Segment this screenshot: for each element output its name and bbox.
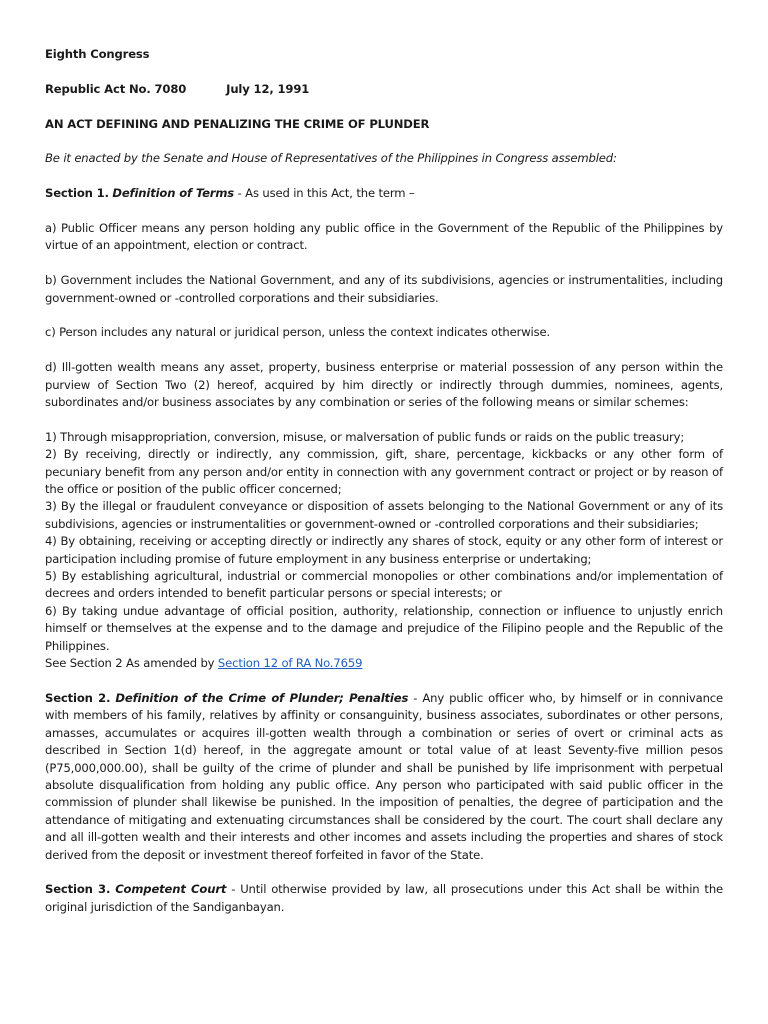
means-item-5: 5) By establishing agricultural, industrial or commercial monopolies or other combinations and/or implementation of decrees and orders intended to benefit particular persons or special interests; or	[45, 569, 723, 601]
means-item-1: 1) Through misappropriation, conversion, misuse, or malversation of public funds or raids on the public treasury;	[45, 429, 685, 444]
act-number: Republic Act No. 7080	[45, 81, 187, 96]
amendment-link[interactable]: Section 12 of RA No.7659	[217, 656, 363, 671]
section3-paragraph	[45, 881, 723, 916]
section1-label: Section 1.	[45, 186, 109, 201]
amendment-note	[45, 655, 723, 672]
section2-label: Section 2.	[45, 690, 111, 705]
section1-intro: - As used in this Act, the term –	[234, 186, 415, 201]
section2-body: - Any public officer who, by himself or in connivance with members of his family, relatives by affinity or consanguinity, business associates, subordinates or other persons, amasses, accumulates or acquires ill-gotten wealth through a combination or series of overt or criminal acts as described in Section 1(d) hereof, in the aggregate amount or total value of at least Seventy-five million pesos (P75,000,000.00), shall be guilty of the crime of plunder and shall be punished by life imprisonment with perpetual absolute disqualification from holding any public office. Any person who participated with said public officer in the commission of plunder shall likewise be punished. In the imposition of penalties, the degree of participation and the attendance of mitigating and extenuating circumstances shall be considered by the court. The court shall declare any and all ill-gotten wealth and their interests and other incomes and assets including the properties and shares of stock derived from the deposit or investment thereof forfeited in favor of the State.	[45, 690, 723, 862]
means-item-2: 2) By receiving, directly or indirectly, any commission, gift, share, percentage, kickbacks or any other form of pecuniary benefit from any person and/or entity in connection with any government contract or project or by reason of the office or position of the public officer concerned;	[45, 447, 723, 497]
section1-title: Definition of Terms	[112, 186, 235, 201]
section3-label: Section 3.	[45, 882, 111, 897]
definition-b: b) Government includes the National Government, and any of its subdivisions, agencies or instrumentalities, including government-owned or -controlled corporations and their subsidiaries.	[45, 273, 723, 305]
definition-a: a) Public Officer means any person holding any public office in the Government of the Republic of the Philippines by virtue of an appointment, election or contract.	[45, 220, 723, 253]
document-page	[45, 46, 723, 916]
act-date: July 12, 1991	[226, 81, 310, 96]
section3-body: - Until otherwise provided by law, all prosecutions under this Act shall be within the original jurisdiction of the Sandiganbayan.	[45, 882, 723, 914]
means-item-6: 6) By taking undue advantage of official position, authority, relationship, connection or influence to unjustly enrich himself or themselves at the expense and to the damage and prejudice of the Filipino people and the Republic of the Philippines.	[45, 603, 723, 653]
act-number-line	[45, 81, 723, 98]
act-title: AN ACT DEFINING AND PENALIZING THE CRIME OF PLUNDER	[45, 116, 430, 131]
congress-heading: Eighth Congress	[45, 47, 150, 61]
enacting-clause: Be it enacted by the Senate and House of Representatives of the Philippines in Congress assembled:	[45, 151, 617, 166]
section3-title: Competent Court	[115, 882, 227, 897]
amendment-note-text: See Section 2 As amended by	[45, 656, 218, 671]
section1-heading	[45, 185, 723, 202]
section2-title: Definition of the Crime of Plunder; Penalties	[115, 690, 409, 705]
section2-paragraph	[45, 690, 723, 864]
definition-d: d) Ill-gotten wealth means any asset, property, business enterprise or material possession of any person within the purview of Section Two (2) hereof, acquired by him directly or indirectly through dummies, nominees, agents, subordinates and/or business associates by any combination or series of the following means or similar schemes:	[45, 360, 723, 409]
means-item-3: 3) By the illegal or fraudulent conveyance or disposition of assets belonging to the National Government or any of its subdivisions, agencies or instrumentalities or government-owned or -controlled corporations and their subsidiaries;	[45, 499, 723, 531]
means-item-4: 4) By obtaining, receiving or accepting directly or indirectly any shares of stock, equity or any other form of interest or participation including promise of future employment in any business enterprise or undertaking;	[45, 534, 723, 566]
definition-c: c) Person includes any natural or juridical person, unless the context indicates otherwise.	[45, 325, 551, 340]
